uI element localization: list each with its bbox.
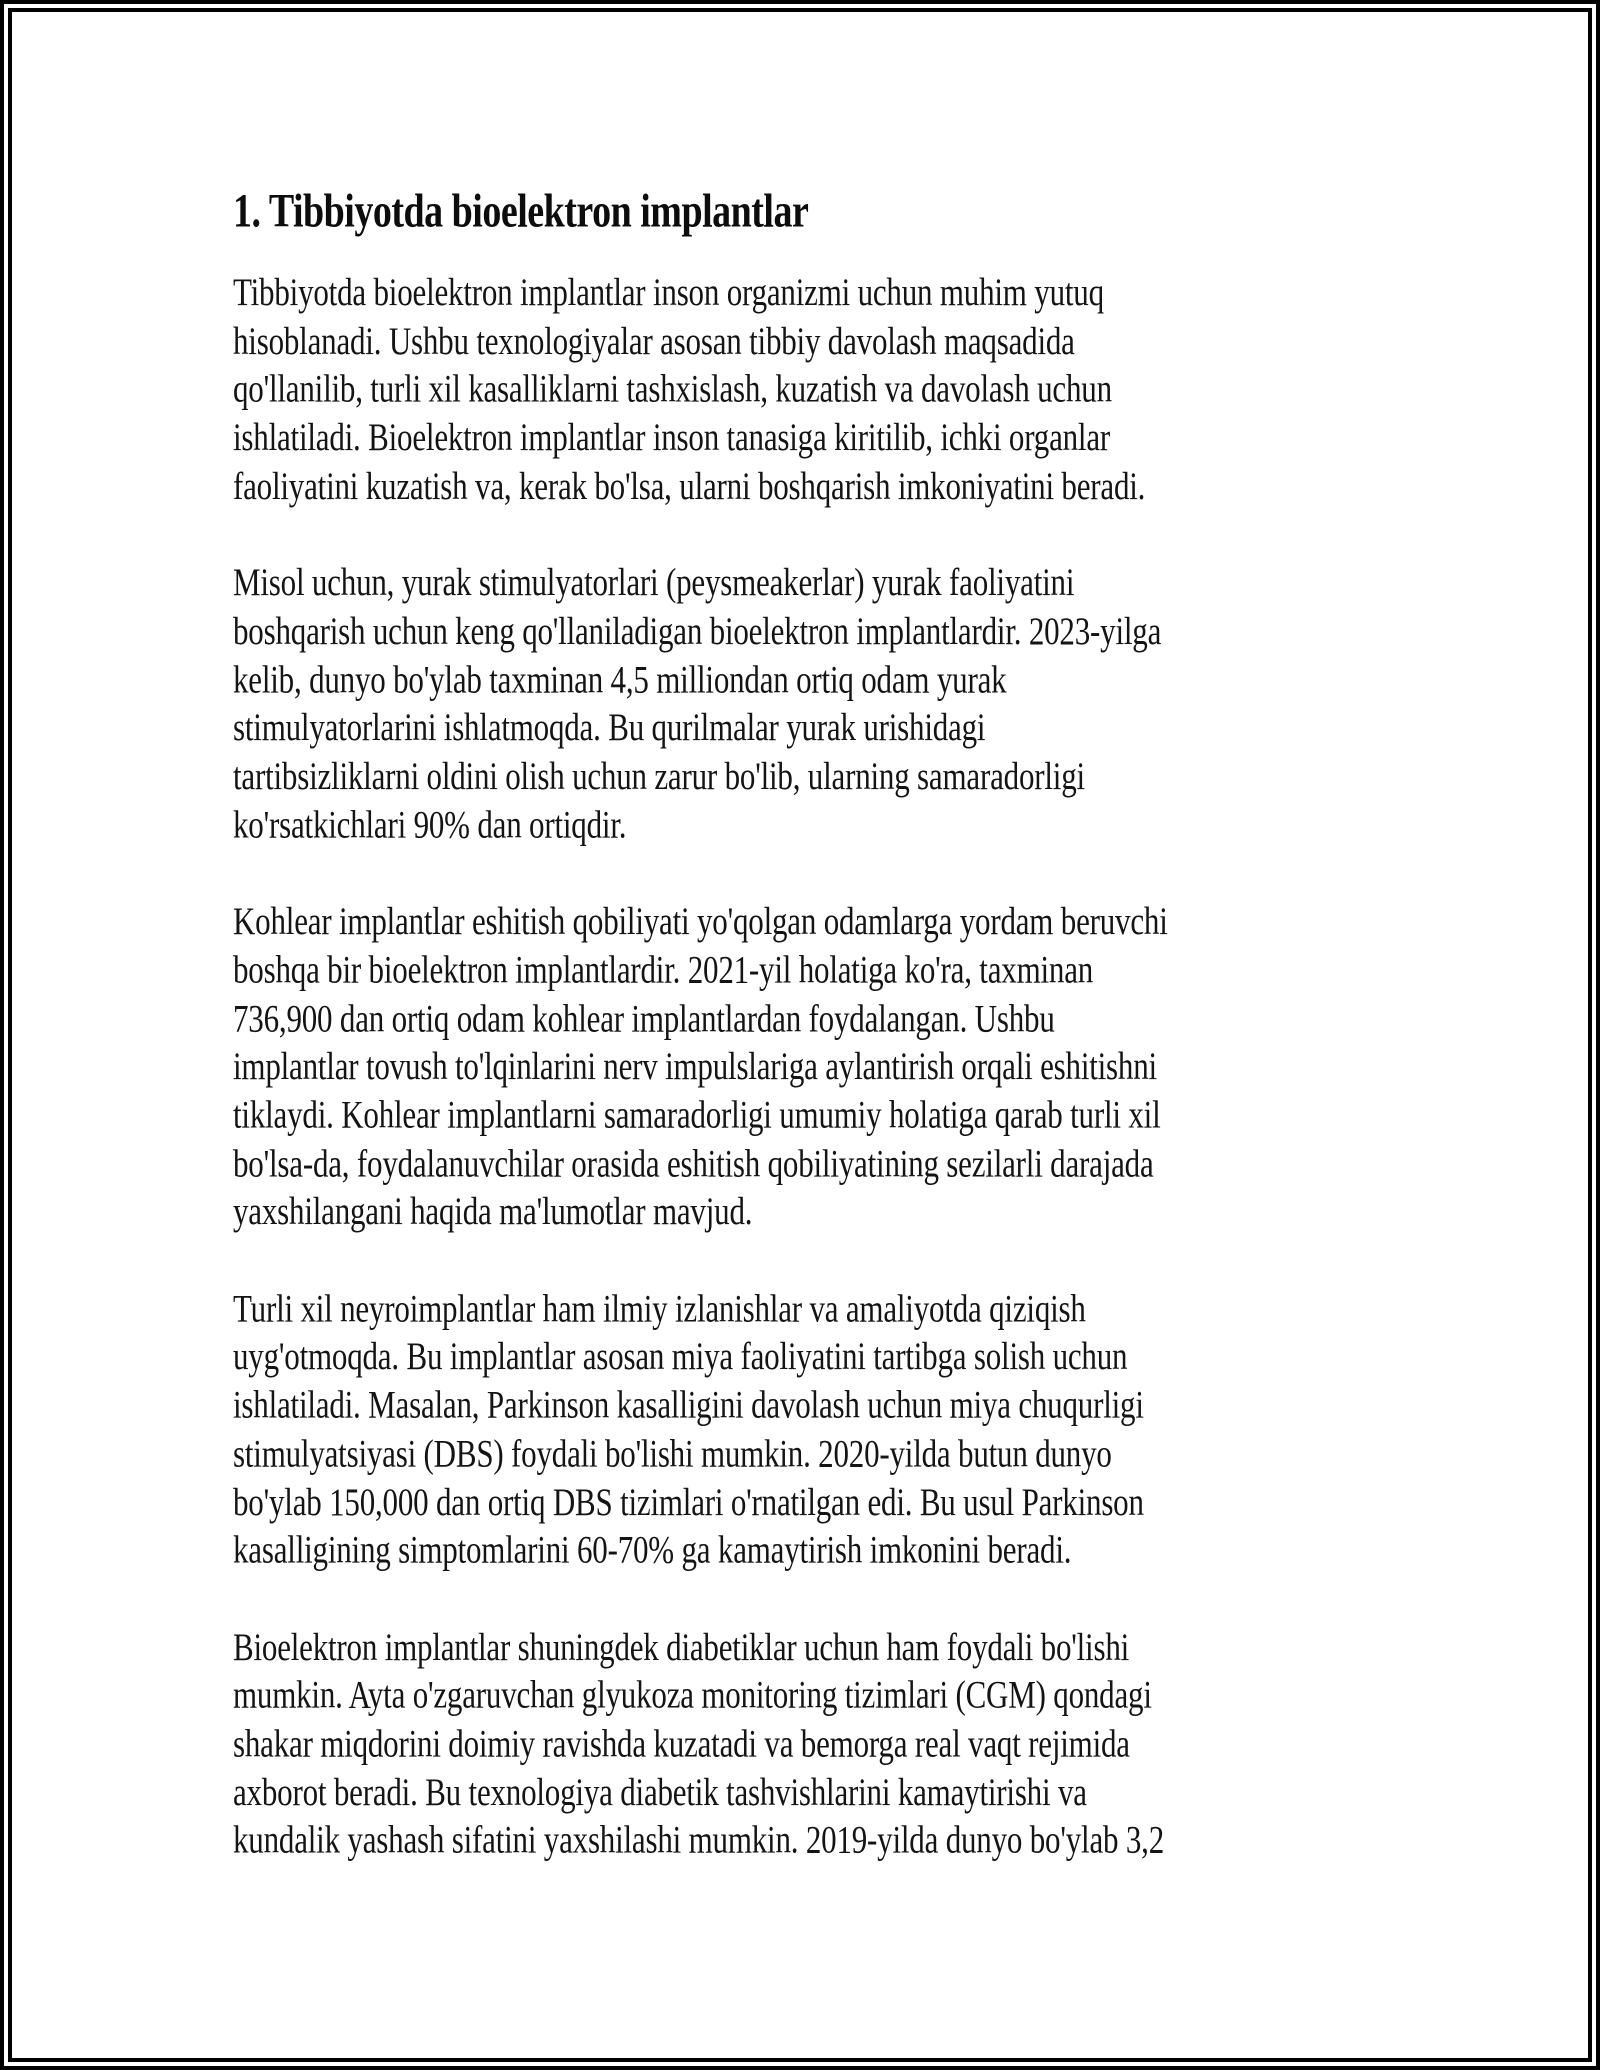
- text-line: bo'ylab 150,000 dan ortiq DBS tizimlari o'rnatilgan edi. Bu usul Parkinson: [233, 1479, 1144, 1524]
- text-line: kelib, dunyo bo'ylab taxminan 4,5 milliondan ortiq odam yurak: [233, 657, 1007, 701]
- text-line: boshqa bir bioelektron implantlardir. 2021-yil holatiga ko'ra, taxminan: [233, 947, 1094, 992]
- text-line: ko'rsatkichlari 90% dan ortiqdir.: [233, 802, 627, 846]
- text-line: tiklaydi. Kohlear implantlarni samaradorligi umumiy holatiga qarab turli xil: [233, 1092, 1161, 1137]
- text-line: stimulyatsiyasi (DBS) foydali bo'lishi mumkin. 2020-yilda butun dunyo: [233, 1431, 1112, 1475]
- paragraph: [233, 898, 1367, 1237]
- page-title: 1. Tibbiyotda bioelektron implantlar: [233, 185, 809, 238]
- text-line: bo'lsa-da, foydalanuvchilar orasida eshitish qobiliyatining sezilarli darajada: [233, 1140, 1154, 1185]
- text-line: ishlatiladi. Bioelektron implantlar inson tanasiga kiritilib, ichki organlar: [233, 415, 1111, 459]
- text-line: stimulyatorlarini ishlatmoqda. Bu qurilmalar yurak urishidagi: [233, 705, 986, 750]
- text-line: qo'llanilib, turli xil kasalliklarni tashxislash, kuzatish va davolash uchun: [233, 366, 1112, 411]
- text-line: uyg'otmoqda. Bu implantlar asosan miya faoliyatini tartibga solish uchun: [233, 1334, 1128, 1379]
- text-line: mumkin. Ayta o'zgaruvchan glyukoza monitoring tizimlari (CGM) qondagi: [233, 1672, 1152, 1717]
- paragraph: [233, 559, 1367, 849]
- document-page: [12, 12, 1588, 1862]
- text-line: hisoblanadi. Ushbu texnologiyalar asosan tibbiy davolash maqsadida: [233, 318, 1075, 363]
- text-line: ishlatiladi. Masalan, Parkinson kasalligini davolash uchun miya chuqurligi: [233, 1382, 1144, 1427]
- text-line: Misol uchun, yurak stimulyatorlari (peysmeakerlar) yurak faoliyatini: [233, 560, 1075, 605]
- text-line: Tibbiyotda bioelektron implantlar inson organizmi uchun muhim yutuq: [233, 270, 1104, 314]
- paragraph: [233, 269, 1367, 511]
- page-border-inner: [8, 8, 1592, 2062]
- paragraph: [233, 1623, 1367, 1865]
- paragraphs: [233, 269, 1367, 1865]
- text-line: kasalligining simptomlarini 60-70% ga kamaytirish imkonini beradi.: [233, 1527, 1072, 1572]
- text-line: Bioelektron implantlar shuningdek diabetiklar uchun ham foydali bo'lishi: [233, 1624, 1130, 1669]
- text-line: shakar miqdorini doimiy ravishda kuzatadi va bemorga real vaqt rejimida: [233, 1721, 1130, 1766]
- text-line: axborot beradi. Bu texnologiya diabetik tashvishlarini kamaytirishi va: [233, 1769, 1087, 1814]
- text-line: tartibsizliklarni oldini olish uchun zarur bo'lib, ularning samaradorligi: [233, 753, 1085, 798]
- text-line: implantlar tovush to'lqinlarini nerv impulslariga aylantirish orqali eshitishni: [233, 1044, 1157, 1088]
- text-line: boshqarish uchun keng qo'llaniladigan bioelektron implantlardir. 2023-yilga: [233, 608, 1162, 653]
- text-line: kundalik yashash sifatini yaxshilashi mumkin. 2019-yilda dunyo bo'ylab 3,2: [233, 1818, 1165, 1862]
- text-block: [12, 185, 1588, 1865]
- text-line: yaxshilangani haqida ma'lumotlar mavjud.: [233, 1189, 753, 1233]
- text-line: Turli xil neyroimplantlar ham ilmiy izlanishlar va amaliyotda qiziqish: [233, 1285, 1086, 1330]
- text-line: Kohlear implantlar eshitish qobiliyati yo'qolgan odamlarga yordam beruvchi: [233, 898, 1168, 943]
- text-line: 736,900 dan ortiq odam kohlear implantlardan foydalangan. Ushbu: [233, 995, 1055, 1040]
- paragraph: [233, 1285, 1367, 1575]
- text-line: faoliyatini kuzatish va, kerak bo'lsa, ularni boshqarish imkoniyatini beradi.: [233, 463, 1146, 508]
